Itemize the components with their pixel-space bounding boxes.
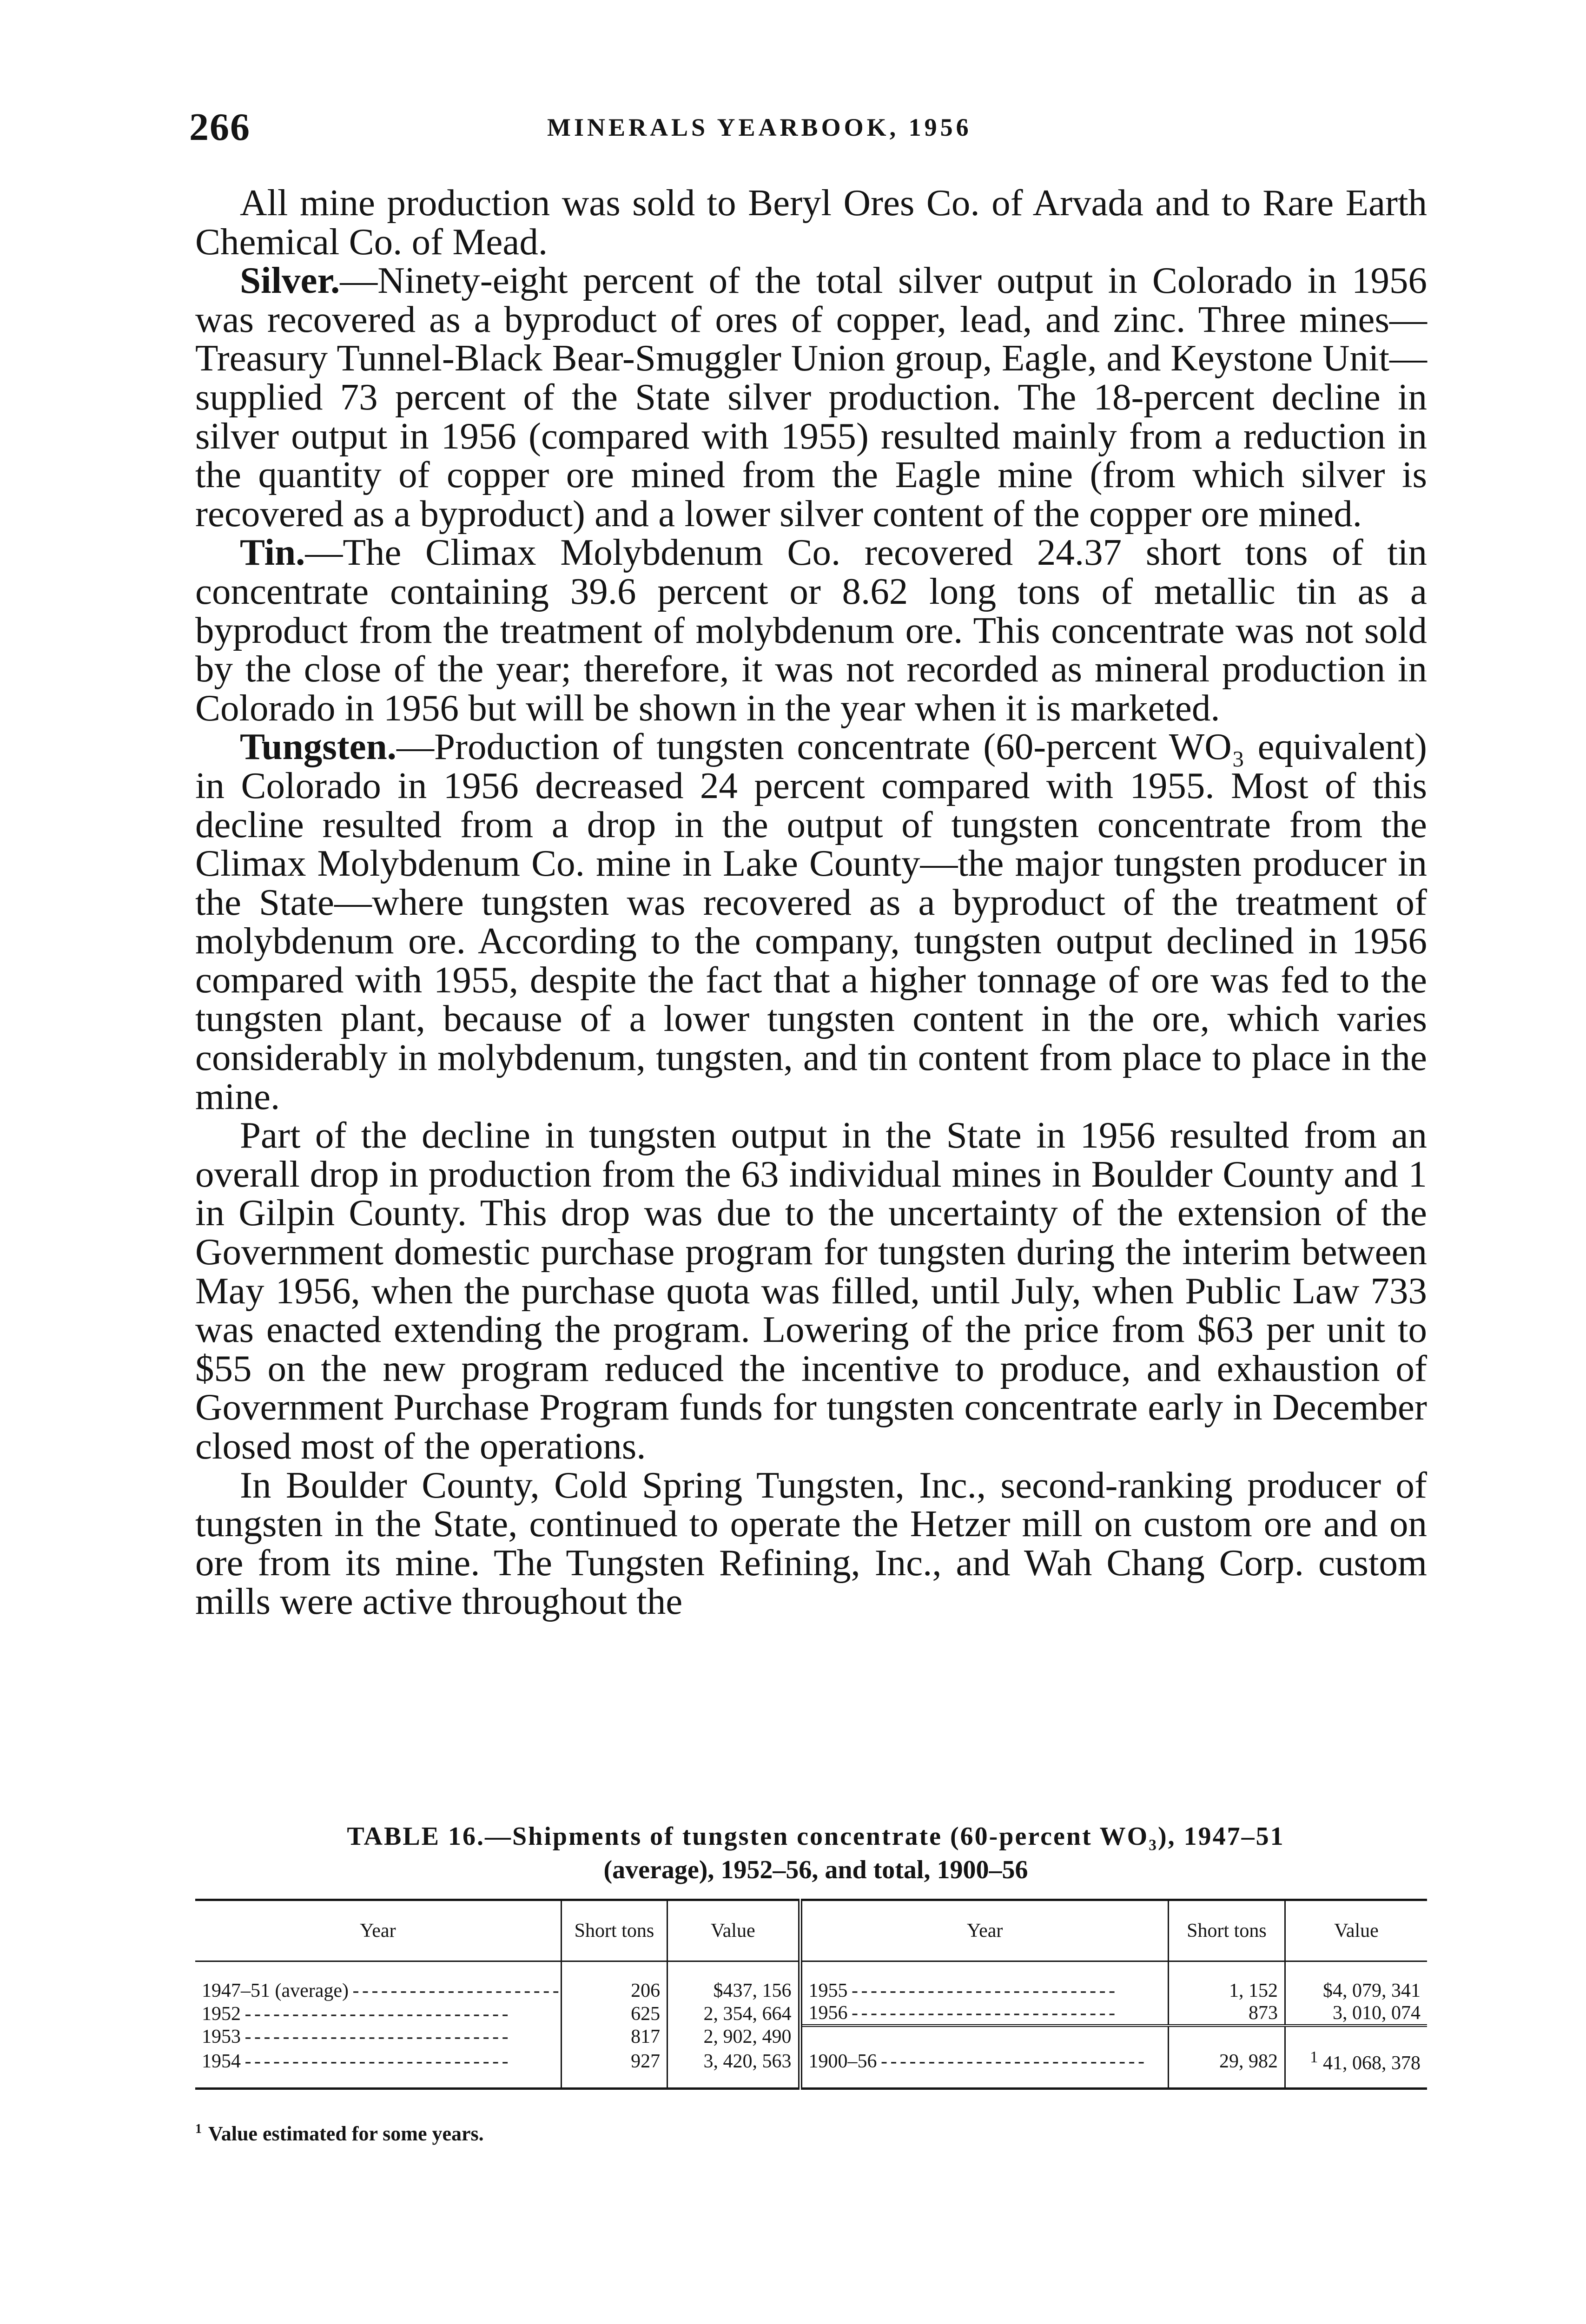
header-short-tons-right: Short tons	[1168, 1900, 1285, 1961]
paragraph-boulder-county: In Boulder County, Cold Spring Tungsten, Inc., second-ranking producer of tungsten in the State, continued to operate the Hetzer mill on custom ore and on ore from its mine. The Tungsten Refining, Inc., and Wah Chang Corp. custom mills were active throughout the	[195, 1464, 1427, 1623]
table-footnote	[195, 2122, 484, 2146]
value-cell: $^1$ 41, 068, 378	[1285, 2048, 1427, 2089]
tons-cell: 29, 982	[1168, 2048, 1285, 2089]
paragraph-tin	[195, 533, 1427, 727]
table-caption-line-2: (average), 1952–56, and total, 1900–56	[603, 1855, 1028, 1884]
year-cell: 1900–56 - - -	[800, 2048, 1168, 2089]
paragraph-tungsten-decline: Part of the decline in tungsten output in the State in 1956 resulted from an overall drop in production from the 63 individual mines in Boulder County and 1 in Gilpin County. This drop was due to the uncertainty of the extension of the Government domestic purchase program for tungsten during the interim between May 1956, when the purchase quota was filled, until July, when Public Law 733 was enacted extending the program. Lowering of the price from $63 per unit to $55 on the new program reduced the incentive to produce, and exhaustion of Government Purchase Program funds for tungsten concentrate early in December closed most of the operations.	[195, 1114, 1427, 1467]
page-header	[189, 105, 1435, 156]
tons-cell: 873	[1168, 2002, 1285, 2026]
tin-heading: Tin.	[240, 531, 305, 574]
header-short-tons-left: Short tons	[561, 1900, 667, 1961]
value-cell: 3, 010, 074	[1333, 2002, 1421, 2024]
value-cell: $4, 079, 341	[1323, 1980, 1421, 2001]
tungsten-shipments-table	[195, 1899, 1427, 2090]
table-row	[195, 1961, 1427, 2002]
running-head: MINERALS YEARBOOK, 1956	[547, 113, 972, 141]
empty-cell	[1168, 2026, 1285, 2048]
page-number: 266	[189, 106, 251, 149]
tons-cell: 625	[561, 2002, 667, 2026]
paragraph-tungsten	[195, 727, 1427, 1116]
header-value-left: Value	[667, 1900, 800, 1961]
paragraph-beryl: All mine production was sold to Beryl Ores Co. of Arvada and to Rare Earth Chemical Co. of Mead.	[195, 182, 1427, 263]
header-year-right: Year	[800, 1900, 1168, 1961]
paragraph-silver	[195, 261, 1427, 533]
year-cell: 1947–51 (average) - - -	[195, 1961, 561, 2002]
silver-heading: Silver.	[240, 259, 340, 302]
value-cell: 3, 420, 563	[667, 2048, 800, 2089]
tons-cell: 927	[561, 2048, 667, 2089]
year-cell: 1955 - - -	[800, 1961, 1168, 2002]
tons-cell: 817	[561, 2026, 667, 2048]
year-cell: 1952 - - -	[195, 2002, 561, 2026]
footnote-text: Value estimated for some years.	[208, 2122, 484, 2145]
silver-text: —Ninety-eight percent of the total silver output in Colorado in 1956 was recovered as a byproduct of ores of copper, lead, and zinc. Three mines—Treasury Tunnel-Black Bear-Smuggler Union group, Eagle, and Keystone Unit—supplied 73 percent of the State silver production. The 18-percent decline in silver output in 1956 (compared with 1955) resulted mainly from a reduction in the quantity of copper ore mined from the Eagle mine (from which silver is recovered as a byproduct) and a lower silver content of the copper ore mined.	[195, 259, 1427, 535]
tungsten-heading: Tungsten.	[240, 726, 396, 768]
empty-cell	[1285, 2026, 1427, 2048]
table-header-row	[195, 1900, 1427, 1961]
tons-cell: 206	[561, 1961, 667, 2002]
year-cell: 1953 - - -	[195, 2026, 561, 2048]
header-value-right: Value	[1285, 1900, 1427, 1961]
table-row	[195, 2002, 1427, 2026]
table-caption-line-1: TABLE 16.—Shipments of tungsten concentrate (60-percent WO₃), 1947–51	[347, 1822, 1285, 1851]
value-cell: 2, 354, 664	[667, 2002, 800, 2026]
value-cell: $437, 156	[667, 1961, 800, 2002]
year-cell: 1956 - - -	[800, 2002, 1168, 2026]
header-year-left: Year	[195, 1900, 561, 1961]
footnote-marker: 1	[195, 2122, 202, 2137]
table-caption	[242, 1820, 1390, 1887]
table-row	[195, 2026, 1427, 2048]
tin-text: —The Climax Molybdenum Co. recovered 24.37 short tons of tin concentrate containing 39.6 percent or 8.62 long tons of metallic tin as a byproduct from the treatment of molybdenum ore. This concentrate was not sold by the close of the year; therefore, it was not recorded as mineral production in Colorado in 1956 but will be shown in the year when it is marketed.	[195, 531, 1427, 729]
empty-cell	[800, 2026, 1168, 2048]
value-cell: 2, 902, 490	[667, 2026, 800, 2048]
table-row	[195, 2048, 1427, 2089]
year-cell: 1954 - - -	[195, 2048, 561, 2089]
body-text	[195, 184, 1427, 1621]
tons-cell: 1, 152	[1168, 1961, 1285, 2002]
footnote-marker: 1	[1310, 2048, 1318, 2066]
tungsten-text: —Production of tungsten concentrate (60-percent WO₃ equivalent) in Colorado in 1956 decreased 24 percent compared with 1955. Most of this decline resulted from a drop in the output of tungsten concentrate from the Climax Molybdenum Co. mine in Lake County—the major tungsten producer in the State—where tungsten was recovered as a byproduct of the treatment of molybdenum ore. According to the company, tungsten output declined in 1956 compared with 1955, despite the fact that a higher tonnage of ore was fed to the tungsten plant, because of a lower tungsten content in the ore, which varies considerably in molybdenum, tungsten, and tin content from place to place in the mine.	[195, 726, 1427, 1117]
